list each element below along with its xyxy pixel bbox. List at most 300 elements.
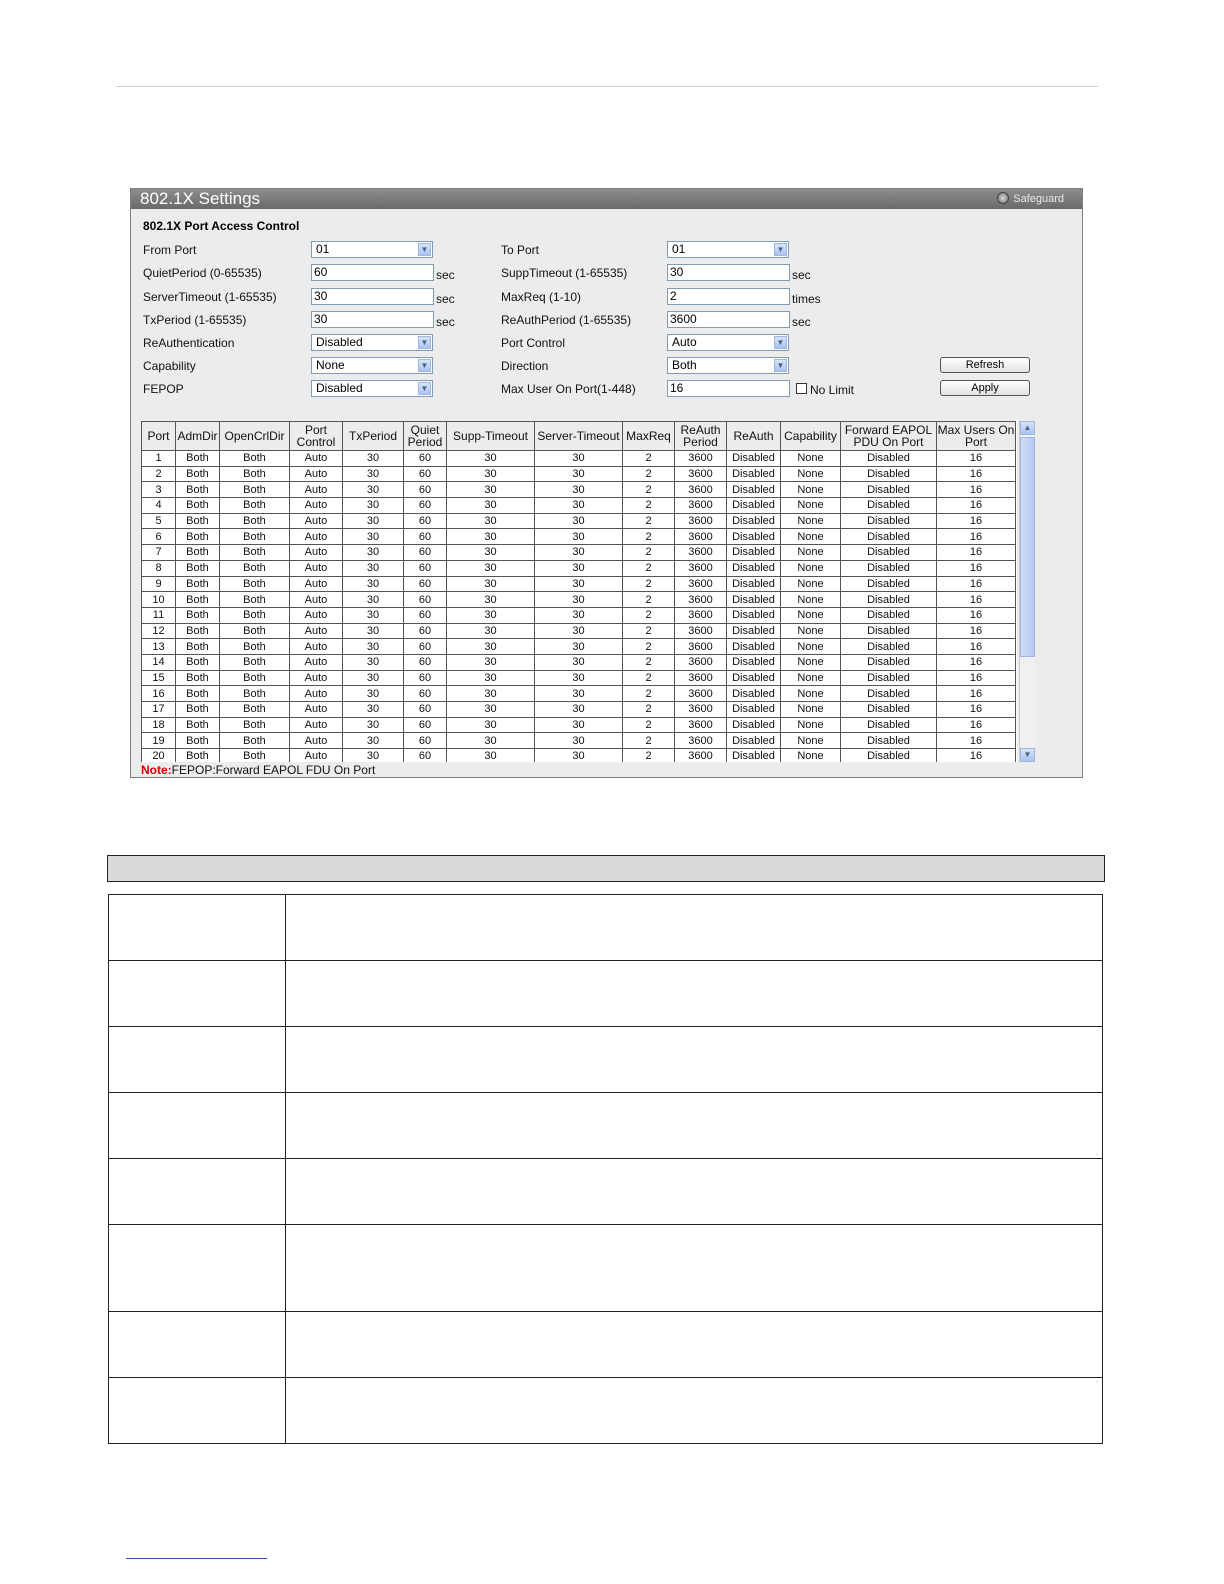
table-cell: 16 xyxy=(937,545,1016,561)
table-cell: 30 xyxy=(447,560,535,576)
table-cell: None xyxy=(781,607,841,623)
table-cell: 30 xyxy=(343,607,404,623)
direction-value: Both xyxy=(672,358,697,372)
column-header: Port Control xyxy=(290,422,343,451)
description-term-cell xyxy=(109,1159,286,1225)
fepop-label: FEPOP xyxy=(143,382,184,396)
table-cell: 60 xyxy=(404,717,447,733)
table-cell: None xyxy=(781,717,841,733)
description-text-cell xyxy=(286,895,1103,961)
table-cell: Disabled xyxy=(841,623,937,639)
capability-select[interactable] xyxy=(311,357,433,374)
table-cell: 60 xyxy=(404,670,447,686)
table-cell: Both xyxy=(220,717,290,733)
table-cell: 3600 xyxy=(675,686,727,702)
table-cell: None xyxy=(781,639,841,655)
table-row xyxy=(142,576,1016,592)
table-cell: 2 xyxy=(623,498,675,514)
table-cell: 2 xyxy=(623,466,675,482)
table-cell: 30 xyxy=(535,623,623,639)
table-cell: Both xyxy=(176,451,220,467)
table-cell: 3600 xyxy=(675,702,727,718)
table-cell: 3600 xyxy=(675,482,727,498)
no-limit-checkbox[interactable] xyxy=(796,383,807,394)
table-cell: 30 xyxy=(447,466,535,482)
table-cell: 20 xyxy=(142,749,176,762)
table-cell: None xyxy=(781,670,841,686)
table-cell: Both xyxy=(176,513,220,529)
table-cell: Both xyxy=(220,529,290,545)
table-cell: 2 xyxy=(623,733,675,749)
description-row xyxy=(109,1225,1103,1312)
table-cell: Disabled xyxy=(841,702,937,718)
table-row xyxy=(142,686,1016,702)
table-cell: 3600 xyxy=(675,654,727,670)
table-cell: Both xyxy=(220,686,290,702)
table-row xyxy=(142,749,1016,762)
reauth-period-unit: sec xyxy=(792,315,811,329)
description-row xyxy=(109,961,1103,1027)
table-row xyxy=(142,498,1016,514)
table-cell: Auto xyxy=(290,529,343,545)
column-header: ReAuth Period xyxy=(675,422,727,451)
table-cell: Both xyxy=(220,498,290,514)
table-cell: Auto xyxy=(290,717,343,733)
table-cell: Disabled xyxy=(841,576,937,592)
table-cell: 60 xyxy=(404,482,447,498)
table-cell: None xyxy=(781,702,841,718)
table-cell: 16 xyxy=(937,576,1016,592)
table-cell: 2 xyxy=(623,702,675,718)
max-req-input[interactable]: 2 xyxy=(667,288,790,305)
description-row xyxy=(109,895,1103,961)
note-label: Note: xyxy=(141,763,172,777)
table-cell: None xyxy=(781,545,841,561)
table-cell: Both xyxy=(176,482,220,498)
table-row xyxy=(142,466,1016,482)
table-cell: None xyxy=(781,513,841,529)
table-cell: Both xyxy=(176,607,220,623)
table-cell: 3600 xyxy=(675,749,727,762)
table-row xyxy=(142,639,1016,655)
table-cell: 30 xyxy=(447,607,535,623)
table-cell: Auto xyxy=(290,498,343,514)
table-cell: Disabled xyxy=(841,498,937,514)
table-cell: Auto xyxy=(290,466,343,482)
from-port-select[interactable] xyxy=(311,241,433,258)
table-cell: None xyxy=(781,592,841,608)
table-cell: Auto xyxy=(290,592,343,608)
description-row xyxy=(109,1093,1103,1159)
to-port-select[interactable] xyxy=(667,241,789,258)
table-row xyxy=(142,545,1016,561)
quiet-period-unit: sec xyxy=(436,268,455,282)
table-cell: 2 xyxy=(623,654,675,670)
table-cell: 30 xyxy=(535,451,623,467)
column-header: Quiet Period xyxy=(404,422,447,451)
table-cell: Both xyxy=(220,654,290,670)
table-cell: 60 xyxy=(404,560,447,576)
chevron-down-icon: ▼ xyxy=(418,336,431,349)
table-cell: 8 xyxy=(142,560,176,576)
table-cell: 30 xyxy=(535,498,623,514)
chevron-down-icon: ▼ xyxy=(418,382,431,395)
table-cell: Both xyxy=(176,702,220,718)
table-row xyxy=(142,607,1016,623)
table-cell: 16 xyxy=(937,654,1016,670)
window-title: 802.1X Settings xyxy=(140,189,261,208)
to-port-label: To Port xyxy=(501,243,540,257)
table-cell: Disabled xyxy=(841,733,937,749)
table-cell: 19 xyxy=(142,733,176,749)
table-cell: Both xyxy=(220,702,290,718)
table-cell: None xyxy=(781,733,841,749)
apply-button[interactable]: Apply xyxy=(940,380,1030,396)
table-cell: 30 xyxy=(535,607,623,623)
column-header: ReAuth xyxy=(727,422,781,451)
direction-label: Direction xyxy=(501,359,549,373)
table-scrollbar[interactable] xyxy=(1019,421,1035,762)
table-cell: 3600 xyxy=(675,639,727,655)
table-cell: Both xyxy=(176,670,220,686)
table-cell: 30 xyxy=(447,670,535,686)
scroll-up-icon[interactable]: ▲ xyxy=(1020,421,1035,435)
footnote xyxy=(141,763,375,777)
table-cell: Auto xyxy=(290,654,343,670)
table-cell: Both xyxy=(220,560,290,576)
max-req-unit: times xyxy=(792,292,821,306)
table-cell: Disabled xyxy=(727,498,781,514)
table-cell: 30 xyxy=(447,749,535,762)
table-cell: None xyxy=(781,654,841,670)
table-cell: Disabled xyxy=(727,717,781,733)
table-cell: 3600 xyxy=(675,560,727,576)
server-timeout-label: ServerTimeout (1-65535) xyxy=(143,290,277,304)
table-cell: 3600 xyxy=(675,733,727,749)
table-cell: 3600 xyxy=(675,623,727,639)
table-cell: 60 xyxy=(404,592,447,608)
table-cell: 1 xyxy=(142,451,176,467)
table-cell: 6 xyxy=(142,529,176,545)
table-cell: 30 xyxy=(343,702,404,718)
table-cell: Both xyxy=(176,545,220,561)
table-cell: Disabled xyxy=(727,702,781,718)
table-cell: 30 xyxy=(343,498,404,514)
table-cell: Auto xyxy=(290,482,343,498)
table-cell: Auto xyxy=(290,451,343,467)
chevron-down-icon: ▼ xyxy=(418,359,431,372)
port-control-value: Auto xyxy=(672,335,697,349)
section-title: 802.1X Port Access Control xyxy=(143,219,300,233)
table-cell: 60 xyxy=(404,466,447,482)
table-cell: 16 xyxy=(937,686,1016,702)
table-cell: 3600 xyxy=(675,717,727,733)
table-cell: Disabled xyxy=(841,717,937,733)
table-cell: 3600 xyxy=(675,670,727,686)
table-cell: 30 xyxy=(343,545,404,561)
table-cell: 30 xyxy=(535,576,623,592)
table-header-row xyxy=(142,422,1016,451)
chevron-down-icon: ▼ xyxy=(774,243,787,256)
table-cell: 16 xyxy=(937,498,1016,514)
table-cell: Both xyxy=(220,749,290,762)
table-cell: 30 xyxy=(447,733,535,749)
table-cell: 30 xyxy=(447,654,535,670)
description-table-header xyxy=(107,855,1105,882)
table-cell: 30 xyxy=(343,466,404,482)
description-text-cell xyxy=(286,1312,1103,1378)
table-cell: 3600 xyxy=(675,592,727,608)
table-cell: 30 xyxy=(535,733,623,749)
table-cell: 3600 xyxy=(675,529,727,545)
table-row xyxy=(142,623,1016,639)
table-cell: Disabled xyxy=(727,560,781,576)
table-cell: 15 xyxy=(142,670,176,686)
chevron-down-icon: ▼ xyxy=(774,336,787,349)
table-cell: 60 xyxy=(404,498,447,514)
table-cell: 30 xyxy=(343,654,404,670)
table-cell: 16 xyxy=(937,717,1016,733)
table-cell: 60 xyxy=(404,545,447,561)
description-text-cell xyxy=(286,1159,1103,1225)
safeguard-icon xyxy=(997,192,1009,204)
table-cell: Auto xyxy=(290,639,343,655)
to-port-value: 01 xyxy=(672,242,686,256)
table-cell: Auto xyxy=(290,733,343,749)
table-cell: 5 xyxy=(142,513,176,529)
table-cell: Auto xyxy=(290,749,343,762)
table-cell: 4 xyxy=(142,498,176,514)
table-cell: 10 xyxy=(142,592,176,608)
table-cell: 2 xyxy=(623,749,675,762)
table-cell: Disabled xyxy=(727,670,781,686)
table-cell: Auto xyxy=(290,545,343,561)
table-cell: 16 xyxy=(937,560,1016,576)
table-cell: 30 xyxy=(343,560,404,576)
table-cell: 30 xyxy=(343,670,404,686)
table-row xyxy=(142,592,1016,608)
table-cell: Disabled xyxy=(841,482,937,498)
table-cell: 2 xyxy=(623,451,675,467)
table-cell: 18 xyxy=(142,717,176,733)
table-cell: 3 xyxy=(142,482,176,498)
table-cell: 30 xyxy=(535,592,623,608)
description-term-cell xyxy=(109,1027,286,1093)
port-control-select[interactable] xyxy=(667,334,789,351)
table-cell: 30 xyxy=(535,639,623,655)
column-header: Port xyxy=(142,422,176,451)
table-cell: Disabled xyxy=(727,529,781,545)
port-control-label: Port Control xyxy=(501,336,566,350)
scrollbar-thumb[interactable] xyxy=(1020,437,1035,657)
table-cell: 2 xyxy=(623,560,675,576)
from-port-value: 01 xyxy=(316,242,330,256)
table-cell: Both xyxy=(220,623,290,639)
table-cell: 60 xyxy=(404,623,447,639)
table-cell: 60 xyxy=(404,686,447,702)
table-cell: Disabled xyxy=(727,466,781,482)
table-cell: Disabled xyxy=(841,607,937,623)
table-cell: Disabled xyxy=(841,451,937,467)
description-term-cell xyxy=(109,1093,286,1159)
table-cell: 2 xyxy=(623,545,675,561)
table-cell: Disabled xyxy=(727,607,781,623)
table-cell: 30 xyxy=(535,513,623,529)
footer-link-underline xyxy=(126,1558,267,1559)
table-cell: Disabled xyxy=(841,639,937,655)
table-cell: Auto xyxy=(290,513,343,529)
table-row xyxy=(142,560,1016,576)
table-cell: 30 xyxy=(535,654,623,670)
table-cell: 12 xyxy=(142,623,176,639)
fepop-value: Disabled xyxy=(316,381,363,395)
table-cell: Auto xyxy=(290,670,343,686)
table-cell: Both xyxy=(176,498,220,514)
table-cell: 30 xyxy=(343,623,404,639)
table-cell: 2 xyxy=(623,623,675,639)
table-cell: 30 xyxy=(535,482,623,498)
table-cell: 30 xyxy=(535,545,623,561)
description-term-cell xyxy=(109,1378,286,1444)
table-cell: 3600 xyxy=(675,576,727,592)
table-cell: 16 xyxy=(937,623,1016,639)
table-cell: Disabled xyxy=(841,545,937,561)
table-cell: Both xyxy=(220,545,290,561)
description-text-cell xyxy=(286,1027,1103,1093)
table-cell: 11 xyxy=(142,607,176,623)
table-row xyxy=(142,717,1016,733)
quiet-period-input[interactable]: 60 xyxy=(311,264,434,281)
table-cell: 2 xyxy=(623,639,675,655)
description-table xyxy=(108,894,1103,1444)
reauth-period-label: ReAuthPeriod (1-65535) xyxy=(501,313,632,327)
description-text-cell xyxy=(286,961,1103,1027)
table-cell: 60 xyxy=(404,451,447,467)
port-table-viewport xyxy=(141,421,1017,762)
table-cell: 30 xyxy=(535,560,623,576)
server-timeout-unit: sec xyxy=(436,292,455,306)
table-cell: None xyxy=(781,529,841,545)
table-cell: Disabled xyxy=(727,654,781,670)
table-row xyxy=(142,654,1016,670)
table-cell: 14 xyxy=(142,654,176,670)
table-cell: 3600 xyxy=(675,451,727,467)
table-cell: 60 xyxy=(404,702,447,718)
supp-timeout-input[interactable]: 30 xyxy=(667,264,790,281)
table-cell: Disabled xyxy=(841,670,937,686)
table-cell: 30 xyxy=(447,529,535,545)
table-cell: 9 xyxy=(142,576,176,592)
table-cell: Both xyxy=(176,592,220,608)
table-cell: Both xyxy=(220,576,290,592)
table-body xyxy=(142,451,1016,763)
table-cell: 2 xyxy=(623,717,675,733)
table-cell: 16 xyxy=(937,639,1016,655)
table-cell: 30 xyxy=(535,749,623,762)
table-cell: Disabled xyxy=(841,686,937,702)
table-cell: 60 xyxy=(404,576,447,592)
table-cell: 30 xyxy=(447,498,535,514)
table-row xyxy=(142,529,1016,545)
table-cell: 16 xyxy=(937,733,1016,749)
table-cell: Both xyxy=(176,529,220,545)
quiet-period-label: QuietPeriod (0-65535) xyxy=(143,266,262,280)
table-cell: Disabled xyxy=(841,560,937,576)
table-cell: Disabled xyxy=(841,592,937,608)
table-cell: 2 xyxy=(623,592,675,608)
table-cell: Auto xyxy=(290,607,343,623)
scroll-down-icon[interactable]: ▼ xyxy=(1020,748,1035,762)
table-cell: Auto xyxy=(290,702,343,718)
description-text-cell xyxy=(286,1225,1103,1312)
table-cell: Disabled xyxy=(727,749,781,762)
table-cell: 60 xyxy=(404,639,447,655)
table-cell: Both xyxy=(220,733,290,749)
settings-window xyxy=(130,188,1083,778)
table-cell: 60 xyxy=(404,654,447,670)
table-cell: 16 xyxy=(937,513,1016,529)
column-header: MaxReq xyxy=(623,422,675,451)
no-limit-label: No Limit xyxy=(810,383,855,397)
max-req-label: MaxReq (1-10) xyxy=(501,290,582,304)
table-cell: 30 xyxy=(447,576,535,592)
table-cell: Both xyxy=(176,733,220,749)
reauthentication-select[interactable] xyxy=(311,334,433,351)
table-cell: 30 xyxy=(343,686,404,702)
table-cell: Disabled xyxy=(727,482,781,498)
direction-select[interactable] xyxy=(667,357,789,374)
server-timeout-input[interactable]: 30 xyxy=(311,288,434,305)
table-cell: 16 xyxy=(937,670,1016,686)
refresh-button[interactable]: Refresh xyxy=(940,357,1030,373)
table-cell: None xyxy=(781,560,841,576)
table-row xyxy=(142,482,1016,498)
table-cell: 30 xyxy=(343,576,404,592)
table-cell: None xyxy=(781,466,841,482)
table-cell: None xyxy=(781,749,841,762)
table-cell: 2 xyxy=(623,686,675,702)
table-row xyxy=(142,451,1016,467)
tx-period-input[interactable]: 30 xyxy=(311,311,434,328)
table-cell: None xyxy=(781,576,841,592)
tx-period-unit: sec xyxy=(436,315,455,329)
safeguard-indicator[interactable] xyxy=(997,191,1064,207)
table-cell: Auto xyxy=(290,560,343,576)
table-cell: 30 xyxy=(535,702,623,718)
reauth-period-input[interactable]: 3600 xyxy=(667,311,790,328)
table-cell: 2 xyxy=(623,529,675,545)
description-row xyxy=(109,1159,1103,1225)
fepop-select[interactable] xyxy=(311,380,433,397)
table-cell: 2 xyxy=(142,466,176,482)
max-user-input[interactable]: 16 xyxy=(667,380,790,397)
description-text-cell xyxy=(286,1378,1103,1444)
table-cell: Both xyxy=(220,639,290,655)
table-cell: 30 xyxy=(447,702,535,718)
table-cell: Disabled xyxy=(727,576,781,592)
table-cell: Disabled xyxy=(727,686,781,702)
table-cell: 30 xyxy=(343,592,404,608)
table-cell: None xyxy=(781,498,841,514)
table-cell: 16 xyxy=(937,607,1016,623)
table-cell: 30 xyxy=(535,686,623,702)
table-cell: Both xyxy=(176,686,220,702)
table-cell: 30 xyxy=(535,529,623,545)
table-cell: 60 xyxy=(404,513,447,529)
column-header: Capability xyxy=(781,422,841,451)
table-cell: 30 xyxy=(343,529,404,545)
table-cell: Both xyxy=(220,607,290,623)
